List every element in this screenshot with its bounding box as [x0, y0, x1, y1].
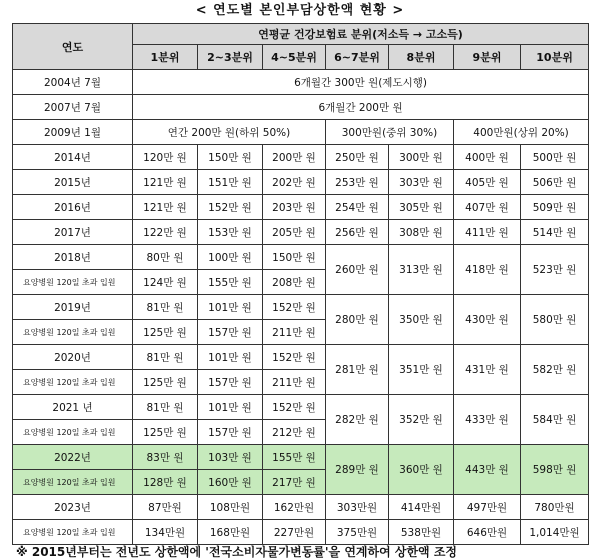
- table-row: [13, 395, 589, 420]
- value-cell: 300만 원: [389, 145, 454, 170]
- table-row: [13, 495, 589, 520]
- value-cell: 151만 원: [198, 170, 263, 195]
- value-cell: 303만원: [326, 495, 389, 520]
- value-cell: 101만 원: [198, 395, 263, 420]
- year-cell: 2017년: [13, 220, 133, 245]
- shared-value-cell: 598만 원: [521, 445, 589, 495]
- sub-label-cell: 요양병원 120일 초과 입원: [13, 370, 133, 395]
- header-row-1: [13, 24, 589, 45]
- value-cell: 101만 원: [198, 345, 263, 370]
- sub-label-cell: 요양병원 120일 초과 입원: [13, 420, 133, 445]
- value-cell: 87만원: [133, 495, 198, 520]
- value-cell: 81만 원: [133, 395, 198, 420]
- value-cell: 152만 원: [198, 195, 263, 220]
- value-cell: 202만 원: [263, 170, 326, 195]
- value-cell: 405만 원: [454, 170, 521, 195]
- value-cell: 538만원: [389, 520, 454, 545]
- shared-value-cell: 281만 원: [326, 345, 389, 395]
- year-cell: 2014년: [13, 145, 133, 170]
- year-column-header: 연도: [13, 24, 133, 70]
- shared-value-cell: 443만 원: [454, 445, 521, 495]
- year-cell: 2021 년: [13, 395, 133, 420]
- value-cell: 506만 원: [521, 170, 589, 195]
- sub-label-cell: 요양병원 120일 초과 입원: [13, 320, 133, 345]
- merged-value-cell: 300만원(중위 30%): [326, 120, 454, 145]
- shared-value-cell: 260만 원: [326, 245, 389, 295]
- value-cell: 80만 원: [133, 245, 198, 270]
- value-cell: 256만 원: [326, 220, 389, 245]
- shared-value-cell: 282만 원: [326, 395, 389, 445]
- decile-header: 2~3분위: [198, 45, 263, 70]
- table-row: [13, 195, 589, 220]
- merged-value-cell: 6개월간 200만 원: [133, 95, 589, 120]
- decile-group-header: 연평균 건강보험료 분위(저소득 → 고소득): [133, 24, 589, 45]
- value-cell: 212만 원: [263, 420, 326, 445]
- value-cell: 125만 원: [133, 370, 198, 395]
- table-row: [13, 120, 589, 145]
- value-cell: 160만 원: [198, 470, 263, 495]
- shared-value-cell: 418만 원: [454, 245, 521, 295]
- value-cell: 153만 원: [198, 220, 263, 245]
- year-cell: 2023년: [13, 495, 133, 520]
- value-cell: 120만 원: [133, 145, 198, 170]
- shared-value-cell: 351만 원: [389, 345, 454, 395]
- value-cell: 121만 원: [133, 170, 198, 195]
- table-row: [13, 345, 589, 370]
- merged-value-cell: 연간 200만 원(하위 50%): [133, 120, 326, 145]
- value-cell: 103만 원: [198, 445, 263, 470]
- value-cell: 121만 원: [133, 195, 198, 220]
- value-cell: 646만원: [454, 520, 521, 545]
- value-cell: 375만원: [326, 520, 389, 545]
- value-cell: 205만 원: [263, 220, 326, 245]
- value-cell: 217만 원: [263, 470, 326, 495]
- year-cell: 2016년: [13, 195, 133, 220]
- table-subrow: [13, 520, 589, 545]
- decile-header: 10분위: [521, 45, 589, 70]
- decile-header: 4~5분위: [263, 45, 326, 70]
- shared-value-cell: 582만 원: [521, 345, 589, 395]
- value-cell: 150만 원: [198, 145, 263, 170]
- table-row: [13, 145, 589, 170]
- table-row: [13, 170, 589, 195]
- value-cell: 411만 원: [454, 220, 521, 245]
- value-cell: 780만원: [521, 495, 589, 520]
- value-cell: 227만원: [263, 520, 326, 545]
- value-cell: 497만원: [454, 495, 521, 520]
- table-row: [13, 295, 589, 320]
- shared-value-cell: 280만 원: [326, 295, 389, 345]
- shared-value-cell: 523만 원: [521, 245, 589, 295]
- shared-value-cell: 313만 원: [389, 245, 454, 295]
- merged-value-cell: 6개월간 300만 원(제도시행): [133, 70, 589, 95]
- shared-value-cell: 433만 원: [454, 395, 521, 445]
- value-cell: 162만원: [263, 495, 326, 520]
- value-cell: 101만 원: [198, 295, 263, 320]
- table-row: [13, 220, 589, 245]
- value-cell: 152만 원: [263, 345, 326, 370]
- value-cell: 81만 원: [133, 295, 198, 320]
- value-cell: 134만원: [133, 520, 198, 545]
- decile-header: 8분위: [389, 45, 454, 70]
- merged-value-cell: 400만원(상위 20%): [454, 120, 589, 145]
- value-cell: 157만 원: [198, 420, 263, 445]
- footnote: ※ 2015년부터는 전년도 상한액에 '전국소비자물가변동률'을 연계하여 상한액 조정: [16, 545, 458, 559]
- value-cell: 152만 원: [263, 295, 326, 320]
- year-cell: 2007년 7월: [13, 95, 133, 120]
- decile-header: 6~7분위: [326, 45, 389, 70]
- value-cell: 125만 원: [133, 420, 198, 445]
- value-cell: 152만 원: [263, 395, 326, 420]
- value-cell: 124만 원: [133, 270, 198, 295]
- value-cell: 203만 원: [263, 195, 326, 220]
- value-cell: 254만 원: [326, 195, 389, 220]
- shared-value-cell: 350만 원: [389, 295, 454, 345]
- value-cell: 168만원: [198, 520, 263, 545]
- value-cell: 157만 원: [198, 370, 263, 395]
- year-cell: 2009년 1월: [13, 120, 133, 145]
- value-cell: 155만 원: [263, 445, 326, 470]
- shared-value-cell: 580만 원: [521, 295, 589, 345]
- value-cell: 211만 원: [263, 320, 326, 345]
- shared-value-cell: 431만 원: [454, 345, 521, 395]
- value-cell: 303만 원: [389, 170, 454, 195]
- table-row: [13, 70, 589, 95]
- value-cell: 100만 원: [198, 245, 263, 270]
- year-cell: 2018년: [13, 245, 133, 270]
- value-cell: 1,014만원: [521, 520, 589, 545]
- value-cell: 208만 원: [263, 270, 326, 295]
- decile-header: 1분위: [133, 45, 198, 70]
- value-cell: 122만 원: [133, 220, 198, 245]
- page-title: < 연도별 본인부담상한액 현황 >: [195, 3, 405, 18]
- value-cell: 81만 원: [133, 345, 198, 370]
- shared-value-cell: 352만 원: [389, 395, 454, 445]
- value-cell: 108만원: [198, 495, 263, 520]
- value-cell: 305만 원: [389, 195, 454, 220]
- year-cell: 2004년 7월: [13, 70, 133, 95]
- value-cell: 514만 원: [521, 220, 589, 245]
- value-cell: 407만 원: [454, 195, 521, 220]
- value-cell: 211만 원: [263, 370, 326, 395]
- table-row-highlighted: [13, 445, 589, 470]
- value-cell: 250만 원: [326, 145, 389, 170]
- value-cell: 200만 원: [263, 145, 326, 170]
- year-cell: 2019년: [13, 295, 133, 320]
- table-row: [13, 245, 589, 270]
- sub-label-cell: 요양병원 120일 초과 입원: [13, 470, 133, 495]
- year-cell: 2015년: [13, 170, 133, 195]
- year-cell: 2020년: [13, 345, 133, 370]
- value-cell: 157만 원: [198, 320, 263, 345]
- sub-label-cell: 요양병원 120일 초과 입원: [13, 270, 133, 295]
- value-cell: 83만 원: [133, 445, 198, 470]
- value-cell: 414만원: [389, 495, 454, 520]
- value-cell: 150만 원: [263, 245, 326, 270]
- shared-value-cell: 584만 원: [521, 395, 589, 445]
- value-cell: 155만 원: [198, 270, 263, 295]
- value-cell: 400만 원: [454, 145, 521, 170]
- value-cell: 308만 원: [389, 220, 454, 245]
- shared-value-cell: 360만 원: [389, 445, 454, 495]
- value-cell: 253만 원: [326, 170, 389, 195]
- decile-header: 9분위: [454, 45, 521, 70]
- value-cell: 509만 원: [521, 195, 589, 220]
- shared-value-cell: 289만 원: [326, 445, 389, 495]
- shared-value-cell: 430만 원: [454, 295, 521, 345]
- sub-label-cell: 요양병원 120일 초과 입원: [13, 520, 133, 545]
- copay-limit-table: [12, 23, 589, 545]
- value-cell: 125만 원: [133, 320, 198, 345]
- value-cell: 500만 원: [521, 145, 589, 170]
- year-cell: 2022년: [13, 445, 133, 470]
- table-row: [13, 95, 589, 120]
- value-cell: 128만 원: [133, 470, 198, 495]
